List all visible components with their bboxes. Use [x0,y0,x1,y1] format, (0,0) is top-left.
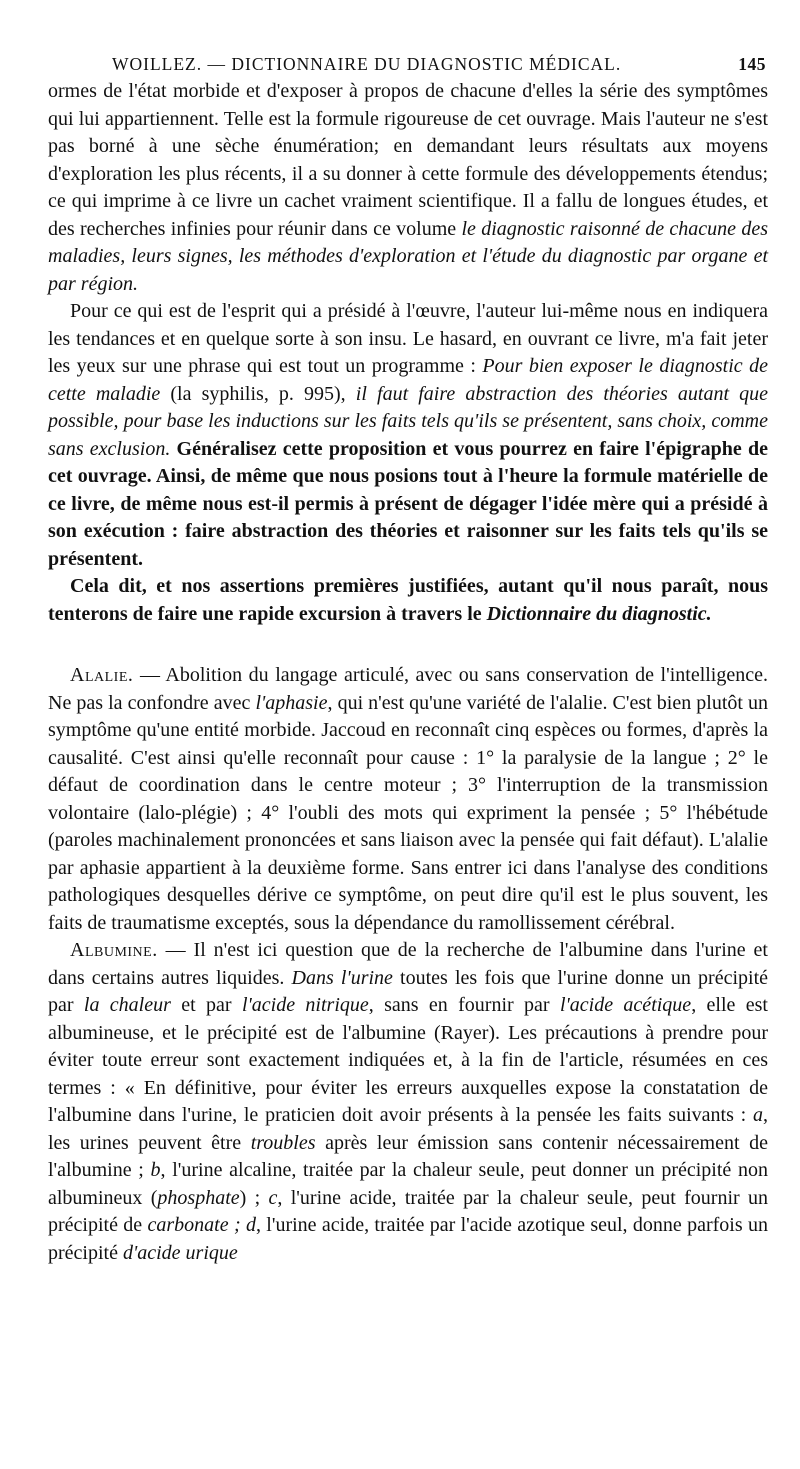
entry-alalie: Alalie. — Abolition du langage articulé, avec ou sans conservation de l'intelligence. Ne pas la confondre avec l'aphasie, qui n'est qu'une variété de l'alalie. C'est bien plutôt un symptôme qu'une entité morbide. Jaccoud en reconnaît cinq espèces ou formes, d'après la causalité. C'est ainsi qu'elle reconnaît pour cause : 1° la paralysie de la langue ; 2° le défaut de coordination dans le centre moteur ; 3° l'interruption de la transmission volontaire (lalo-plégie) ; 4° l'oubli des mots qui expriment la pensée ; 5° l'hébétude (paroles machinalement prononcées et sans liaison avec la pensée qui fait défaut). L'alalie par aphasie appartient à la deuxième forme. Sans entrer ici dans l'analyse des conditions pathologiques desquelles dérive ce symptôme, on peut dire qu'il est le plus souvent, les faits de traumatisme exceptés, sous la dépendance du ramollissement cérébral. [48,664,768,934]
entry-term: Albumine. [70,939,158,961]
header-title: WOILLEZ. — DICTIONNAIRE DU DIAGNOSTIC MÉDICAL. [112,54,622,74]
running-header [48,42,768,78]
paragraph-intro-1: ormes de l'état morbide et d'exposer à propos de chacune d'elles la série des symptômes qui lui appartiennent. Telle est la formule rigoureuse de cet ouvrage. Mais l'auteur ne s'est pas borné à une sèche énumération; en demandant leurs résultats aux moyens d'exploration les plus récents, il a su donner à cette formule des développements étendus; ce qui imprime à ce livre un cachet vraiment scientifique. Il a fallu de longues études, et des recherches infinies pour réunir dans ce volume le diagnostic raisonné de chacune des maladies, leurs signes, les méthodes d'exploration et l'étude du diagnostic par organe et par région. [48,80,768,295]
paragraph-intro-2: Pour ce qui est de l'esprit qui a présidé à l'œuvre, l'auteur lui-même nous en indiquera les tendances et en quelque sorte à son insu. Le hasard, en ouvrant ce livre, m'a fait jeter les yeux sur une phrase qui est tout un programme : Pour bien exposer le diagnostic de cette maladie (la syphilis, p. 995), il faut faire abstraction des théories autant que possible, pour base les inductions sur les faits tels qu'ils se présentent, sans choix, comme sans exclusion. Généralisez cette proposition et vous pourrez en faire l'épigraphe de cet ouvrage. Ainsi, de même que nous posions tout à l'heure la formule matérielle de ce livre, de même nous est-il permis à présent de dégager l'idée mère qui a présidé à son exécution : faire abstraction des théories et raisonner sur les faits tels qu'ils se présentent. [48,300,769,570]
page [48,42,768,1267]
text-body [48,78,768,1267]
page-number: 145 [738,54,766,74]
entry-albumine: Albumine. — Il n'est ici question que de la recherche de l'albumine dans l'urine et dans certains autres liquides. Dans l'urine toutes les fois que l'urine donne un précipité par la chaleur et par l'acide nitrique, sans en fournir par l'acide acétique, elle est albumineuse, et le précipité est de l'albumine (Rayer). Les précautions à prendre pour éviter toute erreur sont exactement indiquées et, à la fin de l'article, résumées en ces termes : « En définitive, pour éviter les erreurs auxquelles expose la constatation de l'albumine dans l'urine, le praticien doit avoir présents à la pensée les faits suivants : a, les urines peuvent être troubles après leur émission sans contenir nécessairement de l'albumine ; b, l'urine alcaline, traitée par la chaleur seule, peut donner un précipité non albumineux (phosphate) ; c, l'urine acide, traitée par la chaleur seule, peut fournir un précipité de carbonate ; d, l'urine acide, traitée par l'acide azotique seul, donne parfois un précipité d'acide urique [48,939,769,1264]
paragraph-intro-3: Cela dit, et nos assertions premières justifiées, autant qu'il nous paraît, nous tenterons de faire une rapide excursion à travers le Dictionnaire du diagnostic. [48,575,768,625]
entry-term: Alalie. [70,664,134,686]
